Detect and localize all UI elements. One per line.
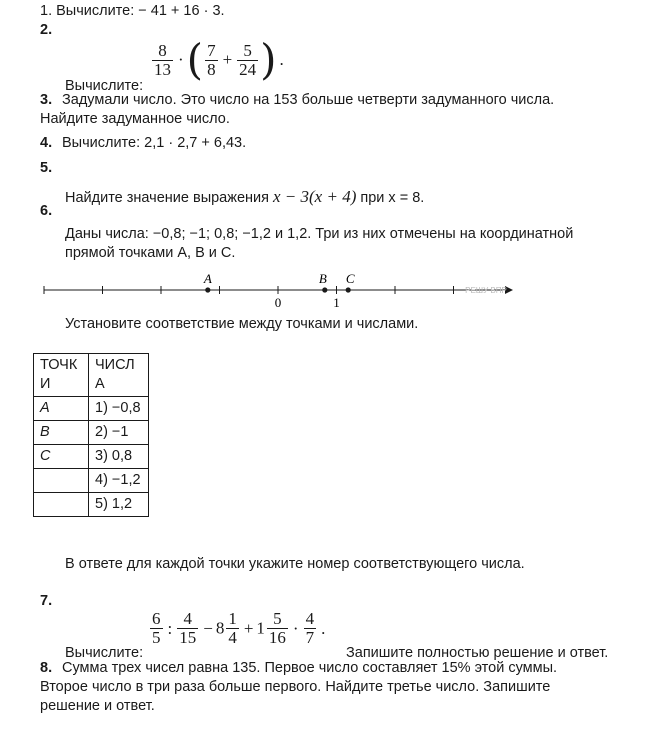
multiply-sign: · — [292, 618, 299, 638]
header-numbers-text: ЧИСЛ А — [95, 357, 135, 392]
mixed-2-integer: 1 — [256, 618, 265, 638]
table-cell-number: 4) −1,2 — [89, 469, 149, 493]
task-3-line-1: Задумали число. Это число на 153 больше четверти задуманного числа. — [62, 92, 555, 108]
task-4-number: 4. — [40, 135, 53, 151]
table-cell-number: 3) 0,8 — [89, 445, 149, 469]
task-4-text: Вычислите: 2,1 · 2,7 + 6,43. — [62, 135, 247, 151]
task-3-number: 3. — [40, 92, 53, 108]
point-c-label: C — [345, 271, 355, 286]
mixed-1-integer: 8 — [215, 618, 225, 638]
denominator: 16 — [268, 628, 286, 647]
table-cell-point — [34, 469, 89, 493]
numerator: 6 — [152, 609, 161, 628]
numerator: 5 — [267, 610, 288, 629]
denominator: 8 — [207, 59, 216, 79]
denominator: 13 — [154, 59, 171, 79]
paren-close: ) — [260, 35, 277, 84]
zero-label: 0 — [274, 295, 282, 310]
task-6-number: 6. — [40, 203, 53, 219]
numerator: 1 — [228, 609, 237, 628]
table-cell-number: 2) −1 — [89, 421, 149, 445]
task-5-line — [65, 187, 424, 207]
task-8-number: 8. — [40, 660, 53, 676]
point-c — [346, 287, 351, 292]
numerator: 5 — [237, 42, 258, 61]
task-5-number: 5. — [40, 160, 53, 176]
point-b-label: B — [318, 271, 327, 286]
task-7-fraction-2 — [177, 610, 198, 647]
denominator: 15 — [179, 628, 197, 647]
table-header-row — [34, 354, 149, 397]
denominator: 24 — [239, 59, 257, 79]
task-6-instruction: Установите соответствие между точками и числами. — [65, 316, 419, 332]
period: . — [279, 50, 284, 69]
task-2-fraction-1 — [152, 42, 173, 79]
table-cell-point — [34, 493, 89, 517]
table-cell-point: B — [34, 421, 89, 445]
task-2-expression — [150, 35, 287, 84]
task-6-answer-note: В ответе для каждой точки укажите номер соответствующего числа. — [65, 556, 525, 572]
watermark-text: РЕШУ ВПР — [465, 286, 507, 295]
table-row — [34, 493, 149, 517]
task-2-label: Вычислите: — [65, 78, 144, 94]
table-row — [34, 469, 149, 493]
table-row — [34, 397, 149, 421]
task-6-line-2: прямой точками A, B и C. — [65, 245, 236, 261]
header-points-text: ТОЧК И — [40, 357, 78, 392]
multiply-sign: · — [178, 50, 184, 69]
numerator: 4 — [305, 609, 315, 628]
table-cell-number: 1) −0,8 — [89, 397, 149, 421]
task-5-after: при x = 8. — [360, 190, 425, 206]
task-5-before: Найдите значение выражения — [65, 190, 269, 206]
task-2-fraction-2 — [205, 42, 218, 79]
plus-sign: + — [222, 50, 233, 69]
task-7-fraction-3 — [304, 610, 317, 647]
task-8-line-1: Сумма трех чисел равна 135. Первое число составляет 15% этой суммы. — [62, 660, 558, 676]
minus-sign: − — [203, 618, 213, 638]
one-label: 1 — [333, 295, 340, 310]
matching-table — [33, 353, 149, 517]
table-cell-number: 5) 1,2 — [89, 493, 149, 517]
task-8-line-2: Второе число в три раза больше первого. Найдите третье число. Запишите — [40, 679, 551, 695]
task-7-note: Запишите полностью решение и ответ. — [346, 645, 609, 661]
point-b — [322, 287, 327, 292]
task-7-expression — [148, 610, 328, 647]
task-5-expression: x − 3(x + 4) — [273, 187, 357, 206]
denominator: 5 — [152, 628, 161, 647]
task-7-fraction-1 — [150, 610, 163, 647]
header-numbers — [89, 354, 149, 397]
task-7-mixed-1-fraction — [226, 610, 239, 647]
table-row — [34, 445, 149, 469]
numerator: 7 — [207, 40, 216, 60]
numerator: 8 — [152, 42, 173, 61]
divide-sign: : — [167, 618, 173, 638]
task-8-line-3: решение и ответ. — [40, 698, 155, 714]
period: . — [321, 618, 326, 638]
paren-open: ( — [186, 35, 204, 84]
point-a-label: A — [203, 271, 212, 286]
denominator: 7 — [305, 628, 315, 647]
number-line — [0, 266, 646, 312]
task-1-text: 1. Вычислите: − 41 + 16 · 3. — [40, 3, 225, 19]
task-6-line-1: Даны числа: −0,8; −1; 0,8; −1,2 и 1,2. Три из них отмечены на координатной — [65, 226, 574, 242]
header-points — [34, 354, 89, 397]
task-2-number: 2. — [40, 22, 53, 38]
table-cell-point: C — [34, 445, 89, 469]
point-a — [205, 287, 210, 292]
table-row — [34, 421, 149, 445]
table-cell-point: A — [34, 397, 89, 421]
task-7-label: Вычислите: — [65, 645, 144, 661]
task-7-number: 7. — [40, 593, 53, 609]
task-2-fraction-3 — [237, 42, 258, 79]
task-3-line-2: Найдите задуманное число. — [40, 111, 230, 127]
numerator: 4 — [177, 610, 198, 629]
task-7-mixed-2-fraction — [267, 610, 288, 647]
denominator: 4 — [228, 628, 237, 647]
plus-sign: + — [243, 618, 254, 638]
